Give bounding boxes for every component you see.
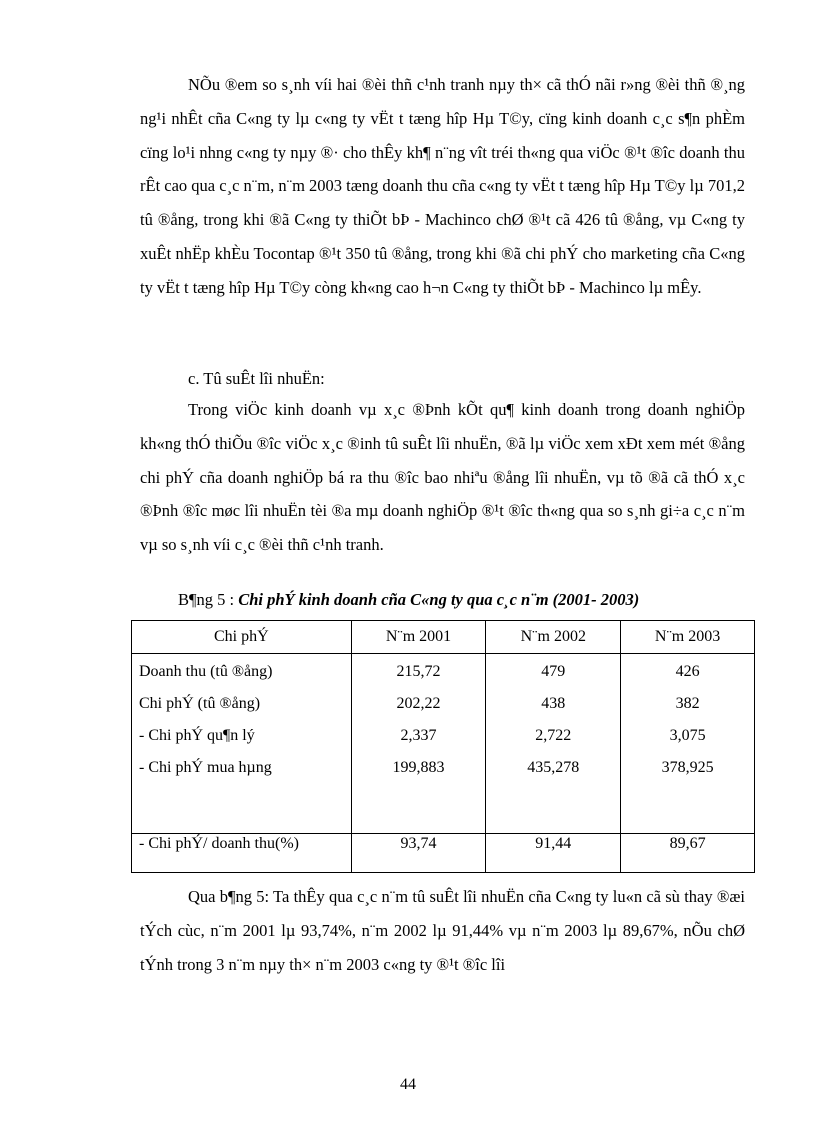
value-ratio-2003: 89,67: [621, 834, 755, 873]
value-admin-2003: 3,075: [669, 727, 706, 744]
col-2003-cell: [621, 654, 755, 834]
table-caption-title: Chi phÝ kinh doanh cña C«ng ty qua c¸c n¨m (2001- 2003): [238, 590, 640, 609]
value-purchase-2003: 378,925: [661, 759, 714, 776]
table-row-ratio: [132, 834, 755, 873]
row-label-cost-revenue-ratio: - Chi phÝ/ doanh thu(%): [132, 834, 352, 873]
section-heading-profit-rate: c. Tû suÊt lîi nhuËn:: [188, 369, 325, 388]
value-revenue-2002: 479: [541, 663, 566, 680]
header-year-2001: N¨m 2001: [351, 621, 486, 654]
paragraph-table-analysis: Qua b¶ng 5: Ta thÊy qua c¸c n¨m tû suÊt lîi nhuËn cña C«ng ty lu«n cã sù thay ®æi tÝch cùc, n¨m 2001 lµ 93,74%, n¨m 2002 lµ 91,44% vµ n¨m 2003 lµ 89,67%, nÕu chØ tÝnh trong 3 n¨m nµy th× n¨m 2003 c«ng ty ®¹t ®îc lîi: [140, 887, 745, 974]
row-label-cost: Chi phÝ (tû ®ång): [139, 695, 261, 712]
table-row-main: [132, 654, 755, 834]
value-admin-2002: 2,722: [535, 727, 572, 744]
col-2002-cell: [486, 654, 621, 834]
value-ratio-2001: 93,74: [351, 834, 486, 873]
value-revenue-2003: 426: [675, 663, 700, 680]
header-year-2003: N¨m 2003: [621, 621, 755, 654]
row-label-revenue: Doanh thu (tû ®ång): [139, 663, 273, 680]
table-caption: [178, 588, 639, 612]
paragraph-profit-rate: Trong viÖc kinh doanh vµ x¸c ®Þnh kÕt qu¶ kinh doanh trong doanh nghiÖp kh«ng thÓ thiÕu ®îc viÖc x¸c ®inh tû suÊt lîi nhuËn, ®ã lµ viÖc xem xÐt xem mét ®ång chi phÝ cña doanh nghiÖp bá ra thu ®îc bao nhiªu ®ång lîi nhuËn, vµ tõ ®ã cã thÓ x¸c ®Þnh ®îc møc lîi nhuËn tèi ®a mµ doanh nghiÖp ®¹t ®îc th«ng qua so s¸nh gi÷a c¸c n¨m vµ so s¸nh víi c¸c ®èi thñ c¹nh tranh.: [140, 400, 745, 555]
table-caption-prefix: B¶ng 5 :: [178, 590, 239, 609]
value-ratio-2002: 91,44: [486, 834, 621, 873]
value-cost-2003: 382: [675, 695, 700, 712]
table-header-row: [132, 621, 755, 654]
page-number: 44: [400, 1076, 416, 1093]
row-label-admin-cost: - Chi phÝ qu¶n lý: [139, 727, 255, 744]
cost-table: [131, 620, 755, 873]
value-admin-2001: 2,337: [400, 727, 437, 744]
header-year-2002: N¨m 2002: [486, 621, 621, 654]
header-cost: Chi phÝ: [132, 621, 352, 654]
row-label-purchase-cost: - Chi phÝ mua hµng: [139, 759, 272, 776]
value-purchase-2002: 435,278: [527, 759, 580, 776]
col-2001-cell: [351, 654, 486, 834]
value-purchase-2001: 199,883: [392, 759, 445, 776]
value-cost-2002: 438: [541, 695, 566, 712]
paragraph-competitors: NÕu ®em so s¸nh víi hai ®èi thñ c¹nh tranh nµy th× cã thÓ nãi r»ng ®èi thñ ®¸ng ng¹i nhÊt cña C«ng ty lµ c«ng ty vËt t tæng hîp Hµ T©y, cïng kinh doanh c¸c s¶n phÈm cïng lo¹i nhng c«ng ty nµy ®· cho thÊy kh¶ n¨ng vît tréi th«ng qua viÖc ®¹t ®îc doanh thu rÊt cao qua c¸c n¨m, n¨m 2003 tæng doanh thu cña c«ng ty vËt t tæng hîp Hµ T©y lµ 701,2 tû ®ång, trong khi ®ã C«ng ty thiÕt bÞ - Machinco chØ ®¹t cã 426 tû ®ång, vµ C«ng ty xuÊt nhËp khÈu Tocontap ®¹t 350 tû ®ång, trong khi ®ã chi phÝ cho marketing cña C«ng ty vËt t tæng hîp Hµ T©y còng kh«ng cao h¬n C«ng ty thiÕt bÞ - Machinco lµ mÊy.: [140, 75, 745, 297]
row-labels-cell: [132, 654, 352, 834]
value-cost-2001: 202,22: [396, 695, 441, 712]
value-revenue-2001: 215,72: [396, 663, 441, 680]
